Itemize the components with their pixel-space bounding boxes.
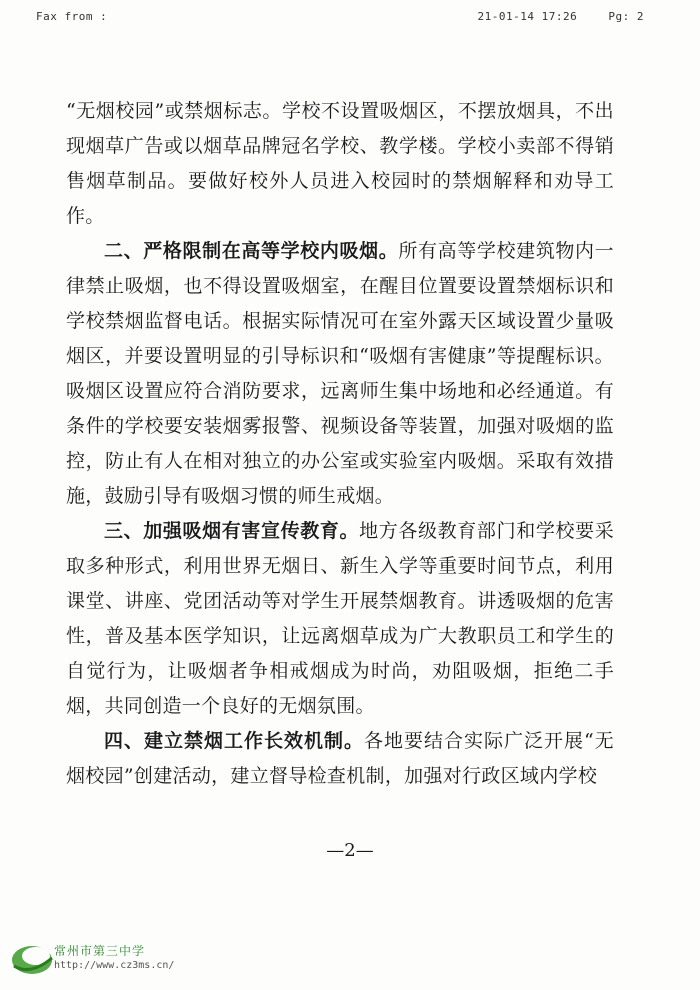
- section-heading-3: 三、加强吸烟有害宣传教育。: [104, 520, 360, 542]
- page-number: —2—: [326, 840, 374, 861]
- paragraph-4: [66, 724, 614, 794]
- paragraph-2: [66, 234, 614, 514]
- section-heading-4: 四、建立禁烟工作长效机制。: [104, 730, 364, 752]
- fax-meta: [454, 10, 644, 23]
- school-leaf-logo-icon: [10, 936, 56, 982]
- paragraph-text: 各地要结合实际广泛开展“无烟校园”创建活动，建立督导检查机制，加强对行政区域内学校: [66, 730, 614, 787]
- document-body: [66, 94, 614, 794]
- school-watermark: [10, 936, 200, 982]
- paragraph-1: [66, 94, 614, 234]
- paragraph-3: [66, 514, 614, 724]
- paragraph-text: “无烟校园”或禁烟标志。学校不设置吸烟区，不摆放烟具，不出现烟草广告或以烟草品牌冠名学校、教学楼。学校小卖部不得销售烟草制品。要做好校外人员进入校园时的禁烟解释和劝导工作。: [66, 100, 614, 227]
- paragraph-text: 地方各级教育部门和学校要采取多种形式，利用世界无烟日、新生入学等重要时间节点，利用课堂、讲座、党团活动等对学生开展禁烟教育。讲透吸烟的危害性，普及基本医学知识，让远离烟草成为广大教职员工和学生的自觉行为，让吸烟者争相戒烟成为时尚，劝阻吸烟，拒绝二手烟，共同创造一个良好的无烟氛围。: [66, 520, 615, 717]
- paragraph-text: 所有高等学校建筑物内一律禁止吸烟，也不得设置吸烟室，在醒目位置要设置禁烟标识和学校禁烟监督电话。根据实际情况可在室外露天区域设置少量吸烟区，并要设置明显的引导标识和“吸烟有害健康”等提醒标识。吸烟区设置应符合消防要求，远离师生集中场地和必经通道。有条件的学校要安装烟雾报警、视频设备等装置，加强对吸烟的监控，防止有人在相对独立的办公室或实验室内吸烟。采取有效措施，鼓励引导有吸烟习惯的师生戒烟。: [66, 240, 614, 507]
- fax-from-label: Fax from :: [36, 10, 108, 23]
- fax-page-label: Pg: 2: [608, 10, 644, 23]
- school-name: 常州市第三中学: [54, 944, 146, 958]
- section-heading-2: 二、严格限制在高等学校内吸烟。: [104, 240, 399, 262]
- fax-datetime: 21-01-14 17:26: [477, 10, 578, 23]
- school-url: http://www.cz3ms.cn/: [54, 960, 175, 971]
- fax-header: [36, 10, 644, 28]
